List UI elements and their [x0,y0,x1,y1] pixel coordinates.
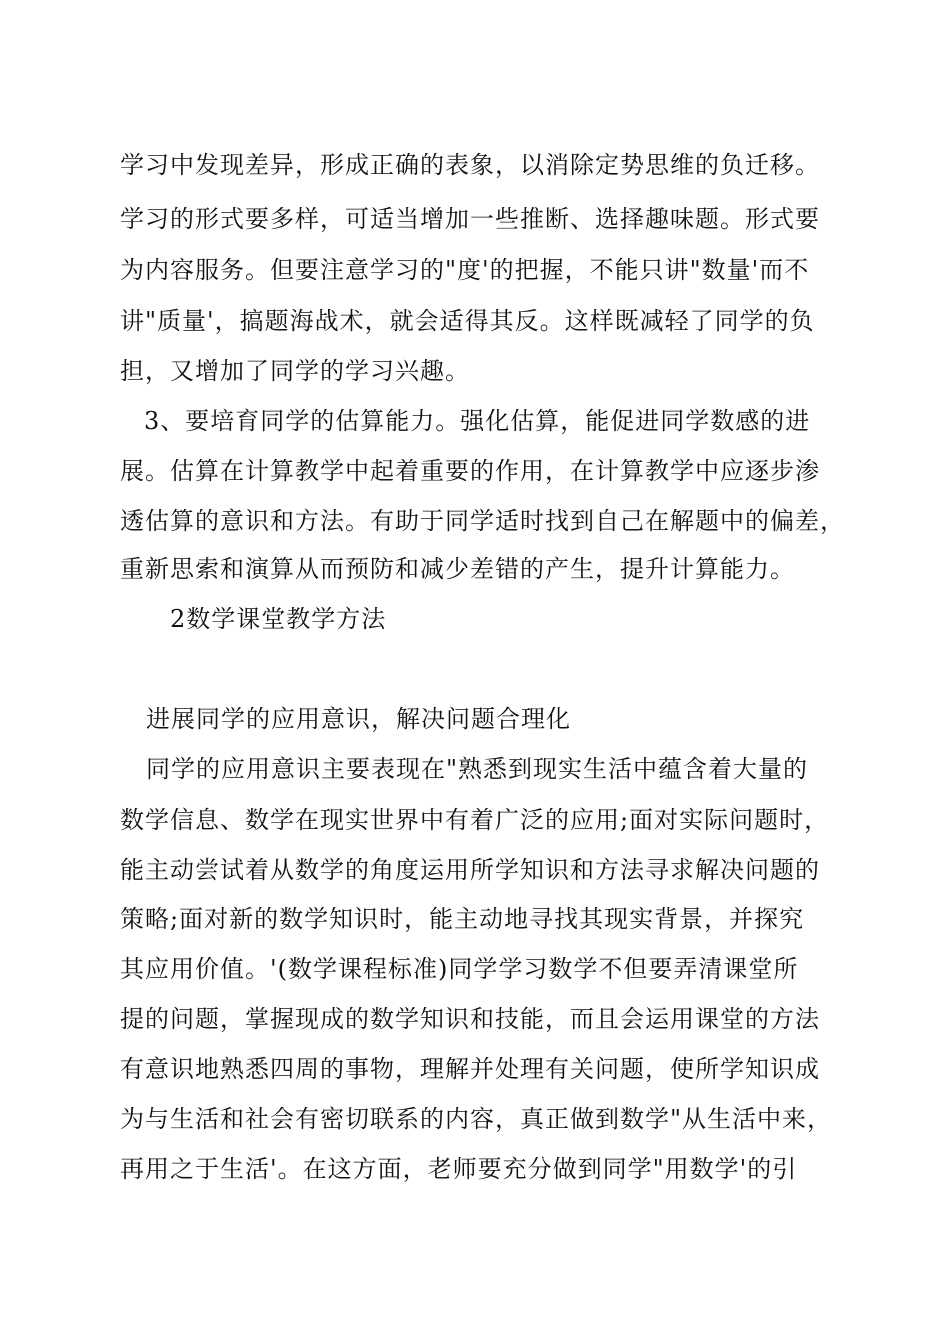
text-line: 讲"质量'，搞题海战术，就会适得其反。这样既减轻了同学的负 [120,307,815,335]
text-line: 数学信息、数学在现实世界中有着广泛的应用;面对实际问题时， [120,806,830,834]
text-line: 策略;面对新的数学知识时，能主动地寻找其现实背景，并探究 [120,905,805,933]
text-line: 3、要培育同学的估算能力。强化估算，能促进同学数感的进 [144,407,811,435]
section-heading: 2数学课堂教学方法 [170,605,387,633]
text-line: 为与生活和社会有密切联系的内容，真正做到数学"从生活中来， [120,1105,833,1133]
text-line: 学习中发现差异，形成正确的表象，以消除定势思维的负迁移。 [120,151,820,179]
text-line: 透估算的意识和方法。有助于同学适时找到自己在解题中的偏差， [120,507,845,535]
subheading: 进展同学的应用意识，解决问题合理化 [146,705,571,733]
text-line: 提的问题，掌握现成的数学知识和技能，而且会运用课堂的方法 [120,1005,820,1033]
text-line: 再用之于生活'。在这方面，老师要充分做到同学"用数学'的引 [120,1155,798,1183]
text-line: 其应用价值。'(数学课程标准)同学学习数学不但要弄清课堂所 [120,955,799,983]
text-line: 学习的形式要多样，可适当增加一些推断、选择趣味题。形式要 [120,205,820,233]
text-line: 重新思索和演算从而预防和减少差错的产生，提升计算能力。 [120,555,795,583]
text-line: 能主动尝试着从数学的角度运用所学知识和方法寻求解决问题的 [120,856,820,884]
text-line: 有意识地熟悉四周的事物，理解并处理有关问题，使所学知识成 [120,1055,820,1083]
text-line: 为内容服务。但要注意学习的"度'的把握，不能只讲"数量'而不 [120,256,810,284]
text-line: 展。估算在计算教学中起着重要的作用，在计算教学中应逐步渗 [120,457,820,485]
text-line: 担，又增加了同学的学习兴趣。 [120,357,470,385]
text-line: 同学的应用意识主要表现在"熟悉到现实生活中蕴含着大量的 [146,755,809,783]
